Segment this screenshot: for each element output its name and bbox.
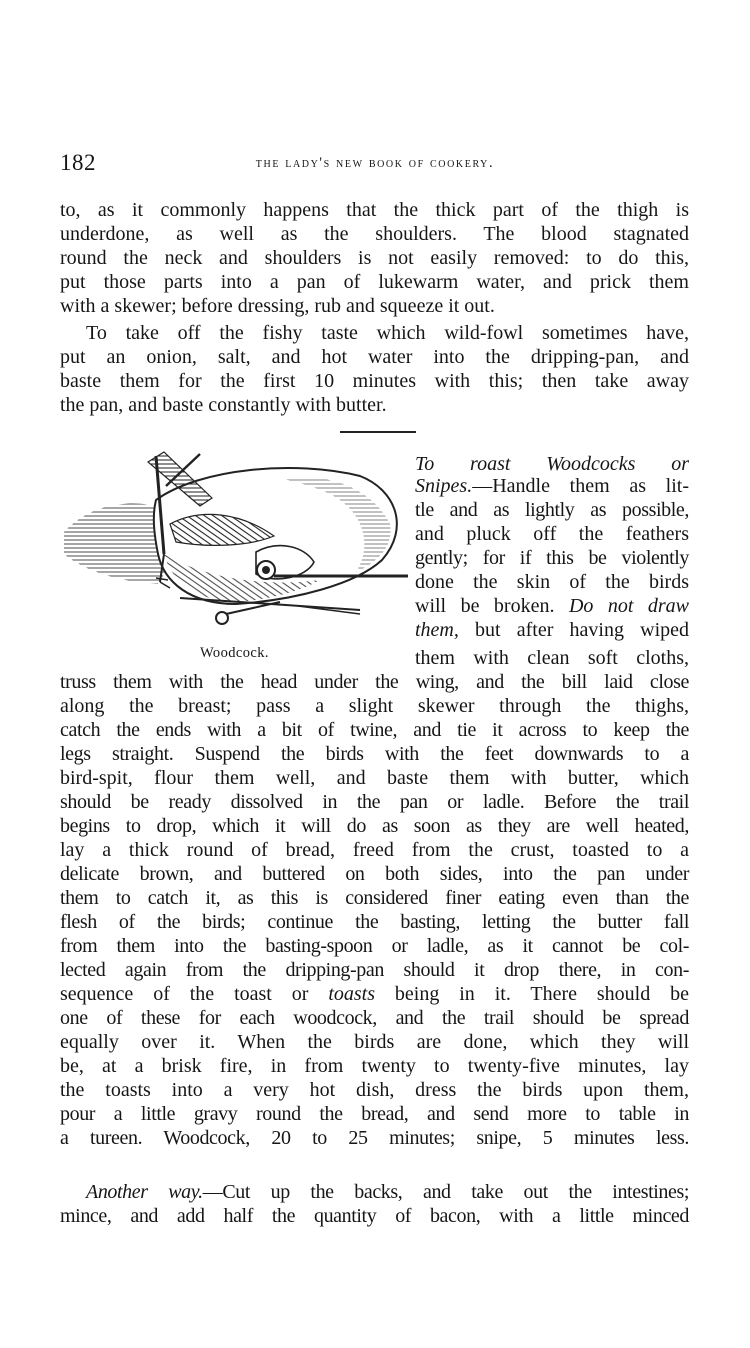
section-divider	[340, 431, 416, 433]
text-line	[60, 982, 689, 1006]
text-line: and pluck off the feathers	[415, 523, 689, 545]
text-line: done the skin of the birds	[415, 571, 689, 593]
text-line: should be ready dissolved in the pan or ladle. Before the trail	[60, 791, 689, 813]
text-line: put those parts into a pan of lukewarm water, and prick them	[60, 271, 689, 293]
running-head	[60, 150, 690, 180]
text-line: baste them for the first 10 minutes with this; then take away	[60, 370, 689, 392]
another-way-label: Another way.	[86, 1181, 203, 1203]
text-line: mince, and add half the quantity of bacon, with a little minced	[60, 1205, 689, 1227]
text-line: along the breast; pass a slight skewer through the thighs,	[60, 695, 689, 717]
recipe-title-cont: Snipes.	[415, 475, 473, 497]
text-line: flesh of the birds; continue the basting, letting the butter fall	[60, 911, 689, 933]
text-line: lay a thick round of bread, freed from the crust, toasted to a	[60, 839, 689, 861]
text-line: underdone, as well as the shoulders. The blood stagnated	[60, 223, 689, 245]
emphasis: them,	[415, 619, 459, 641]
text-line	[415, 474, 689, 498]
text-line: one of these for each woodcock, and the trail should be spread	[60, 1007, 689, 1029]
recipe-title-line	[415, 452, 689, 476]
text-line: To take off the fishy taste which wild-fowl sometimes have,	[86, 322, 689, 344]
page-number: 182	[60, 150, 96, 175]
text-line: bird-spit, flour them well, and baste them with butter, which	[60, 767, 689, 789]
text-line: put an onion, salt, and hot water into the dripping-pan, and	[60, 346, 689, 368]
text-span: —Handle them as lit-	[472, 475, 689, 497]
text-span: sequence of the toast or	[60, 983, 329, 1005]
text-line: the toasts into a very hot dish, dress the birds upon them,	[60, 1079, 689, 1101]
text-line	[415, 594, 689, 618]
text-line: gently; for if this be violently	[415, 547, 689, 569]
text-line: be, at a brisk fire, in from twenty to twenty-five minutes, lay	[60, 1055, 689, 1077]
text-line: begins to drop, which it will do as soon as they are well heated,	[60, 815, 689, 837]
text-line: them to catch it, as this is considered finer eating even than the	[60, 887, 689, 909]
text-span: will be broken.	[415, 595, 555, 617]
text-line: equally over it. When the birds are done, which they will	[60, 1031, 689, 1053]
recipe-title: To roast Woodcocks or	[415, 453, 689, 475]
text-line: catch the ends with a bit of twine, and tie it across to keep the	[60, 719, 689, 741]
text-line: a tureen. Woodcock, 20 to 25 minutes; snipe, 5 minutes less.	[60, 1127, 689, 1149]
text-line: them with clean soft cloths,	[415, 647, 689, 669]
text-line: lected again from the dripping-pan should it drop there, in con-	[60, 959, 689, 981]
text-line: truss them with the head under the wing, and the bill laid close	[60, 671, 689, 693]
emphasis: toasts	[328, 983, 376, 1005]
text-line: the pan, and baste constantly with butter.	[60, 394, 387, 416]
text-line: pour a little gravy round the bread, and send more to table in	[60, 1103, 689, 1125]
text-line: legs straight. Suspend the birds with the feet downwards to a	[60, 743, 689, 765]
woodcock-illustration	[60, 442, 412, 638]
text-line: round the neck and shoulders is not easily removed: to do this,	[60, 247, 689, 269]
text-line: with a skewer; before dressing, rub and squeeze it out.	[60, 295, 495, 317]
text-line	[86, 1180, 689, 1204]
text-line: to, as it commonly happens that the thick part of the thigh is	[60, 199, 689, 221]
text-line: delicate brown, and buttered on both sides, into the pan under	[60, 863, 689, 885]
text-line: tle and as lightly as possible,	[415, 499, 689, 521]
text-line	[415, 618, 689, 642]
running-title: the lady's new book of cookery.	[255, 155, 495, 171]
figure-caption: Woodcock.	[200, 645, 269, 661]
text-span: being in it. There should be	[375, 983, 690, 1005]
text-line: from them into the basting-spoon or ladle, as it cannot be col-	[60, 935, 689, 957]
emphasis: Do not draw	[568, 595, 689, 617]
text-span: —Cut up the backs, and take out the intestines;	[202, 1181, 690, 1203]
text-span: but after having wiped	[458, 619, 689, 641]
